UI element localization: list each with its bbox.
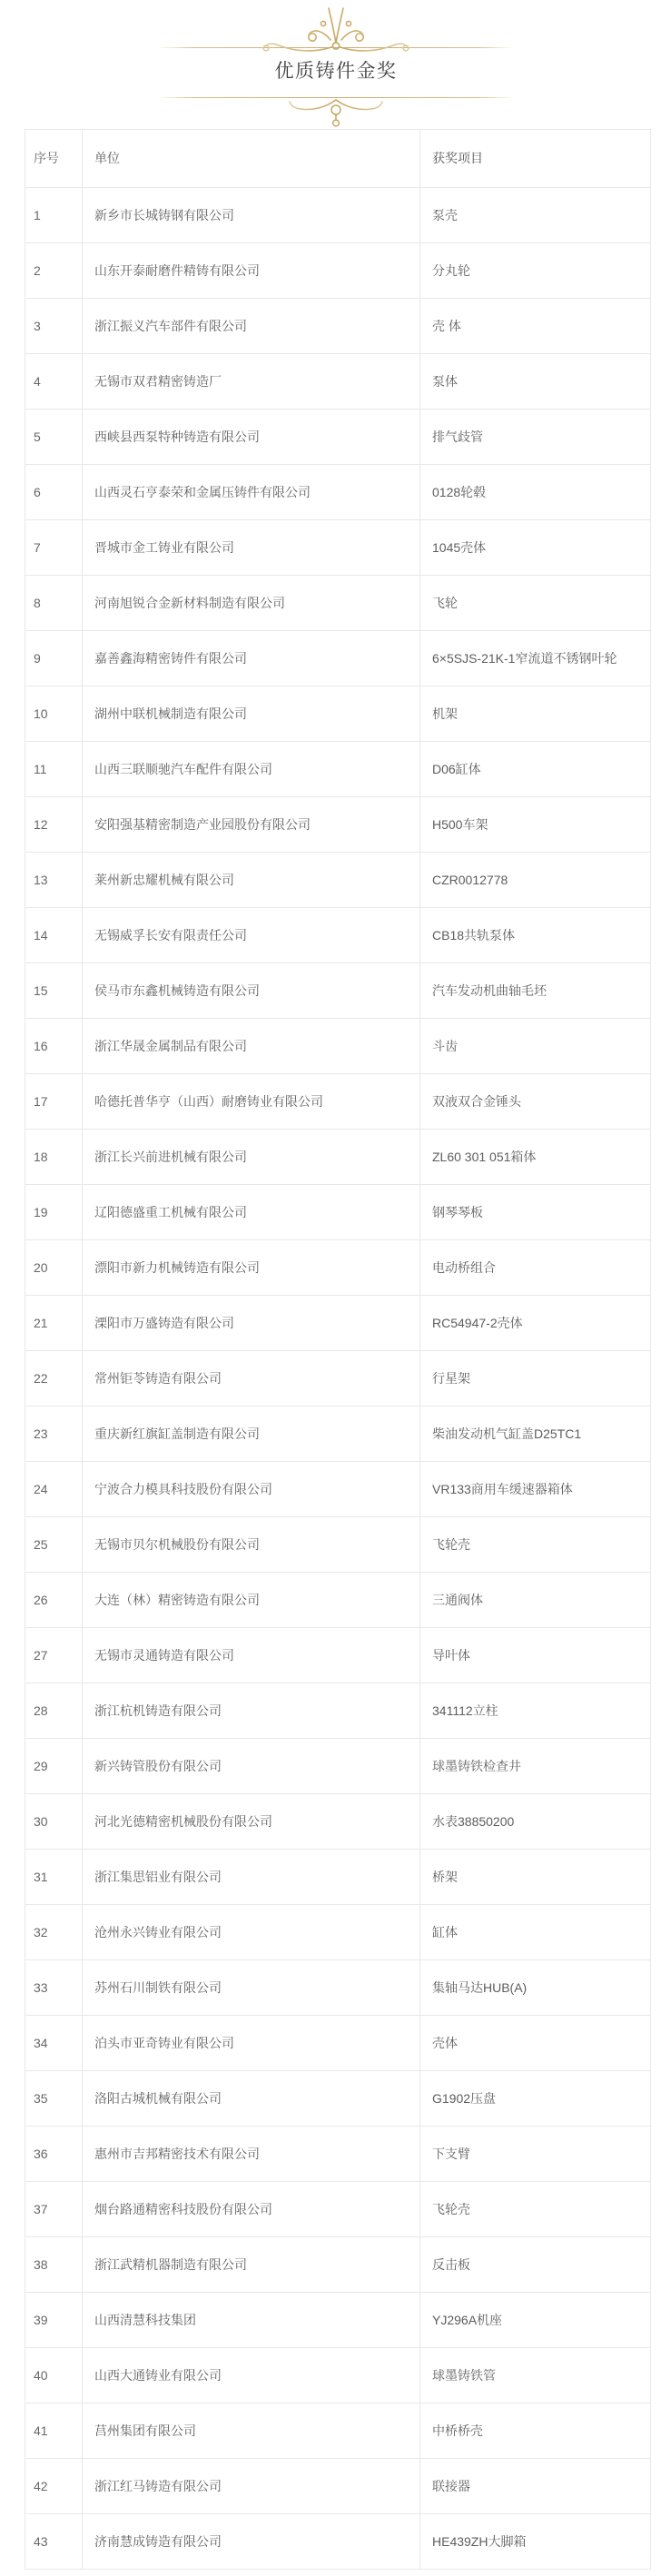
row-company: 浙江杭机铸造有限公司 xyxy=(83,1683,420,1739)
row-no: 20 xyxy=(25,1240,83,1296)
row-project: 壳 体 xyxy=(420,299,651,354)
row-project: 球墨铸铁管 xyxy=(420,2348,651,2403)
row-no: 25 xyxy=(25,1517,83,1573)
table-row xyxy=(25,1240,651,1296)
swirl-divider-icon xyxy=(286,98,386,131)
row-no: 22 xyxy=(25,1351,83,1406)
table-row xyxy=(25,2403,651,2459)
row-company: 辽阳德盛重工机械有限公司 xyxy=(83,1185,420,1240)
row-project: 泵体 xyxy=(420,354,651,410)
table-row xyxy=(25,1462,651,1517)
row-company: 溧阳市万盛铸造有限公司 xyxy=(83,1296,420,1351)
col-header-no: 序号 xyxy=(25,130,83,188)
table-row xyxy=(25,742,651,797)
table-row xyxy=(25,2016,651,2071)
row-project: 缸体 xyxy=(420,1905,651,1960)
row-no: 41 xyxy=(25,2403,83,2459)
row-no: 12 xyxy=(25,797,83,853)
row-company: 河北光德精密机械股份有限公司 xyxy=(83,1794,420,1850)
row-company: 新乡市长城铸钢有限公司 xyxy=(83,188,420,243)
table-row xyxy=(25,243,651,299)
table-row xyxy=(25,686,651,742)
row-no: 26 xyxy=(25,1573,83,1628)
table-row xyxy=(25,1406,651,1462)
row-company: 晋城市金工铸业有限公司 xyxy=(83,520,420,576)
row-company: 浙江集思铝业有限公司 xyxy=(83,1850,420,1905)
row-project: G1902压盘 xyxy=(420,2071,651,2127)
table-row xyxy=(25,631,651,686)
row-no: 13 xyxy=(25,853,83,908)
row-company: 浙江长兴前进机械有限公司 xyxy=(83,1130,420,1185)
row-project: 三通阀体 xyxy=(420,1573,651,1628)
row-company: 浙江华晟金属制品有限公司 xyxy=(83,1019,420,1074)
row-no: 32 xyxy=(25,1905,83,1960)
row-project: 柴油发动机气缸盖D25TC1 xyxy=(420,1406,651,1462)
row-company: 浙江振义汽车部件有限公司 xyxy=(83,299,420,354)
row-company: 惠州市吉邦精密技术有限公司 xyxy=(83,2127,420,2182)
row-project: 集轴马达HUB(A) xyxy=(420,1960,651,2016)
row-project: 分丸轮 xyxy=(420,243,651,299)
row-company: 哈德托普华亨（山西）耐磨铸业有限公司 xyxy=(83,1074,420,1130)
row-no: 17 xyxy=(25,1074,83,1130)
table-row xyxy=(25,1960,651,2016)
table-row xyxy=(25,908,651,963)
row-project: ZL60 301 051箱体 xyxy=(420,1130,651,1185)
table-row xyxy=(25,1074,651,1130)
row-no: 4 xyxy=(25,354,83,410)
table-row xyxy=(25,2071,651,2127)
col-header-project: 获奖项目 xyxy=(420,130,651,188)
row-project: 斗齿 xyxy=(420,1019,651,1074)
row-company: 山西清慧科技集团 xyxy=(83,2293,420,2348)
row-company: 浙江武精机器制造有限公司 xyxy=(83,2237,420,2293)
table-row xyxy=(25,1351,651,1406)
row-no: 1 xyxy=(25,188,83,243)
row-company: 无锡威孚长安有限责任公司 xyxy=(83,908,420,963)
row-company: 宁波合力模具科技股份有限公司 xyxy=(83,1462,420,1517)
table-row xyxy=(25,576,651,631)
table-row xyxy=(25,354,651,410)
row-project: 飞轮 xyxy=(420,576,651,631)
row-company: 无锡市灵通铸造有限公司 xyxy=(83,1628,420,1683)
row-company: 无锡市贝尔机械股份有限公司 xyxy=(83,1517,420,1573)
row-project: 电动桥组合 xyxy=(420,1240,651,1296)
table-row xyxy=(25,410,651,465)
row-company: 莒州集团有限公司 xyxy=(83,2403,420,2459)
row-project: 双液双合金锤头 xyxy=(420,1074,651,1130)
row-project: RC54947-2壳体 xyxy=(420,1296,651,1351)
table-row xyxy=(25,1130,651,1185)
row-no: 36 xyxy=(25,2127,83,2182)
row-company: 莱州新忠耀机械有限公司 xyxy=(83,853,420,908)
table-row xyxy=(25,1850,651,1905)
row-company: 新兴铸管股份有限公司 xyxy=(83,1739,420,1794)
row-company: 漂阳市新力机械铸造有限公司 xyxy=(83,1240,420,1296)
row-project: CB18共轨泵体 xyxy=(420,908,651,963)
table-row xyxy=(25,2348,651,2403)
row-no: 21 xyxy=(25,1296,83,1351)
table-row xyxy=(25,2182,651,2237)
row-project: 行星架 xyxy=(420,1351,651,1406)
row-no: 34 xyxy=(25,2016,83,2071)
table-row xyxy=(25,2237,651,2293)
row-no: 23 xyxy=(25,1406,83,1462)
row-company: 沧州永兴铸业有限公司 xyxy=(83,1905,420,1960)
row-no: 30 xyxy=(25,1794,83,1850)
table-row xyxy=(25,2514,651,2570)
row-no: 8 xyxy=(25,576,83,631)
row-company: 山东开泰耐磨件精铸有限公司 xyxy=(83,243,420,299)
row-no: 9 xyxy=(25,631,83,686)
row-no: 31 xyxy=(25,1850,83,1905)
row-project: YJ296A机座 xyxy=(420,2293,651,2348)
page-header xyxy=(5,0,661,131)
row-no: 15 xyxy=(25,963,83,1019)
row-company: 山西大通铸业有限公司 xyxy=(83,2348,420,2403)
row-no: 6 xyxy=(25,465,83,520)
flourish-divider-icon xyxy=(259,5,413,53)
table-row xyxy=(25,1794,651,1850)
row-no: 43 xyxy=(25,2514,83,2570)
row-no: 2 xyxy=(25,243,83,299)
row-project: 排气歧管 xyxy=(420,410,651,465)
table-row xyxy=(25,1739,651,1794)
row-no: 5 xyxy=(25,410,83,465)
row-project: HE439ZH大脚箱 xyxy=(420,2514,651,2570)
row-company: 湖州中联机械制造有限公司 xyxy=(83,686,420,742)
col-header-company: 单位 xyxy=(83,130,420,188)
row-project: 0128轮毂 xyxy=(420,465,651,520)
row-project: CZR0012778 xyxy=(420,853,651,908)
row-project: D06缸体 xyxy=(420,742,651,797)
row-project: 球墨铸铁检查井 xyxy=(420,1739,651,1794)
row-project: VR133商用车缓速器箱体 xyxy=(420,1462,651,1517)
row-project: 壳体 xyxy=(420,2016,651,2071)
row-project: 中桥桥壳 xyxy=(420,2403,651,2459)
table-row xyxy=(25,1185,651,1240)
row-company: 嘉善鑫海精密铸件有限公司 xyxy=(83,631,420,686)
table-row xyxy=(25,963,651,1019)
row-project: 桥架 xyxy=(420,1850,651,1905)
row-no: 3 xyxy=(25,299,83,354)
row-no: 28 xyxy=(25,1683,83,1739)
row-company: 山西三联顺驰汽车配件有限公司 xyxy=(83,742,420,797)
table-row xyxy=(25,1296,651,1351)
table-row xyxy=(25,2293,651,2348)
row-project: 钢琴琴板 xyxy=(420,1185,651,1240)
row-company: 浙江红马铸造有限公司 xyxy=(83,2459,420,2514)
row-project: 反击板 xyxy=(420,2237,651,2293)
row-company: 侯马市东鑫机械铸造有限公司 xyxy=(83,963,420,1019)
row-company: 洛阳古城机械有限公司 xyxy=(83,2071,420,2127)
row-company: 安阳强基精密制造产业园股份有限公司 xyxy=(83,797,420,853)
table-body xyxy=(25,188,651,2570)
award-table xyxy=(25,129,651,2570)
row-company: 河南旭锐合金新材料制造有限公司 xyxy=(83,576,420,631)
table-row xyxy=(25,1573,651,1628)
row-company: 泊头市亚奇铸业有限公司 xyxy=(83,2016,420,2071)
row-project: 341112立柱 xyxy=(420,1683,651,1739)
row-project: 下支臂 xyxy=(420,2127,651,2182)
row-no: 29 xyxy=(25,1739,83,1794)
row-company: 烟台路通精密科技股份有限公司 xyxy=(83,2182,420,2237)
row-project: 汽车发动机曲轴毛坯 xyxy=(420,963,651,1019)
table-row xyxy=(25,1905,651,1960)
page-title: 优质铸件金奖 xyxy=(274,61,398,82)
gold-divider-top xyxy=(158,47,514,48)
row-no: 40 xyxy=(25,2348,83,2403)
row-company: 无锡市双君精密铸造厂 xyxy=(83,354,420,410)
row-project: 飞轮壳 xyxy=(420,2182,651,2237)
row-company: 重庆新红旗缸盖制造有限公司 xyxy=(83,1406,420,1462)
row-no: 27 xyxy=(25,1628,83,1683)
table-row xyxy=(25,2459,651,2514)
row-project: 联接器 xyxy=(420,2459,651,2514)
table-row xyxy=(25,188,651,243)
row-no: 24 xyxy=(25,1462,83,1517)
row-company: 常州钜苓铸造有限公司 xyxy=(83,1351,420,1406)
row-project: 泵壳 xyxy=(420,188,651,243)
row-no: 18 xyxy=(25,1130,83,1185)
table-row xyxy=(25,1019,651,1074)
row-no: 7 xyxy=(25,520,83,576)
row-project: H500车架 xyxy=(420,797,651,853)
row-no: 38 xyxy=(25,2237,83,2293)
row-project: 导叶体 xyxy=(420,1628,651,1683)
table-row xyxy=(25,1683,651,1739)
row-company: 苏州石川制铁有限公司 xyxy=(83,1960,420,2016)
row-no: 14 xyxy=(25,908,83,963)
row-project: 飞轮壳 xyxy=(420,1517,651,1573)
table-row xyxy=(25,1628,651,1683)
row-no: 11 xyxy=(25,742,83,797)
row-no: 10 xyxy=(25,686,83,742)
table-row xyxy=(25,1517,651,1573)
table-row xyxy=(25,299,651,354)
table-header-row xyxy=(25,130,651,188)
row-no: 39 xyxy=(25,2293,83,2348)
row-no: 37 xyxy=(25,2182,83,2237)
row-project: 机架 xyxy=(420,686,651,742)
table-row xyxy=(25,797,651,853)
row-project: 水表38850200 xyxy=(420,1794,651,1850)
table-row xyxy=(25,853,651,908)
row-no: 35 xyxy=(25,2071,83,2127)
row-project: 6×5SJS-21K-1窄流道不锈钢叶轮 xyxy=(420,631,651,686)
row-company: 济南慧成铸造有限公司 xyxy=(83,2514,420,2570)
table-row xyxy=(25,520,651,576)
row-no: 19 xyxy=(25,1185,83,1240)
row-company: 西峡县西泵特种铸造有限公司 xyxy=(83,410,420,465)
row-no: 33 xyxy=(25,1960,83,2016)
row-project: 1045壳体 xyxy=(420,520,651,576)
table-row xyxy=(25,2127,651,2182)
row-company: 大连（林）精密铸造有限公司 xyxy=(83,1573,420,1628)
row-company: 山西灵石亨泰荣和金属压铸件有限公司 xyxy=(83,465,420,520)
table-row xyxy=(25,465,651,520)
row-no: 16 xyxy=(25,1019,83,1074)
row-no: 42 xyxy=(25,2459,83,2514)
